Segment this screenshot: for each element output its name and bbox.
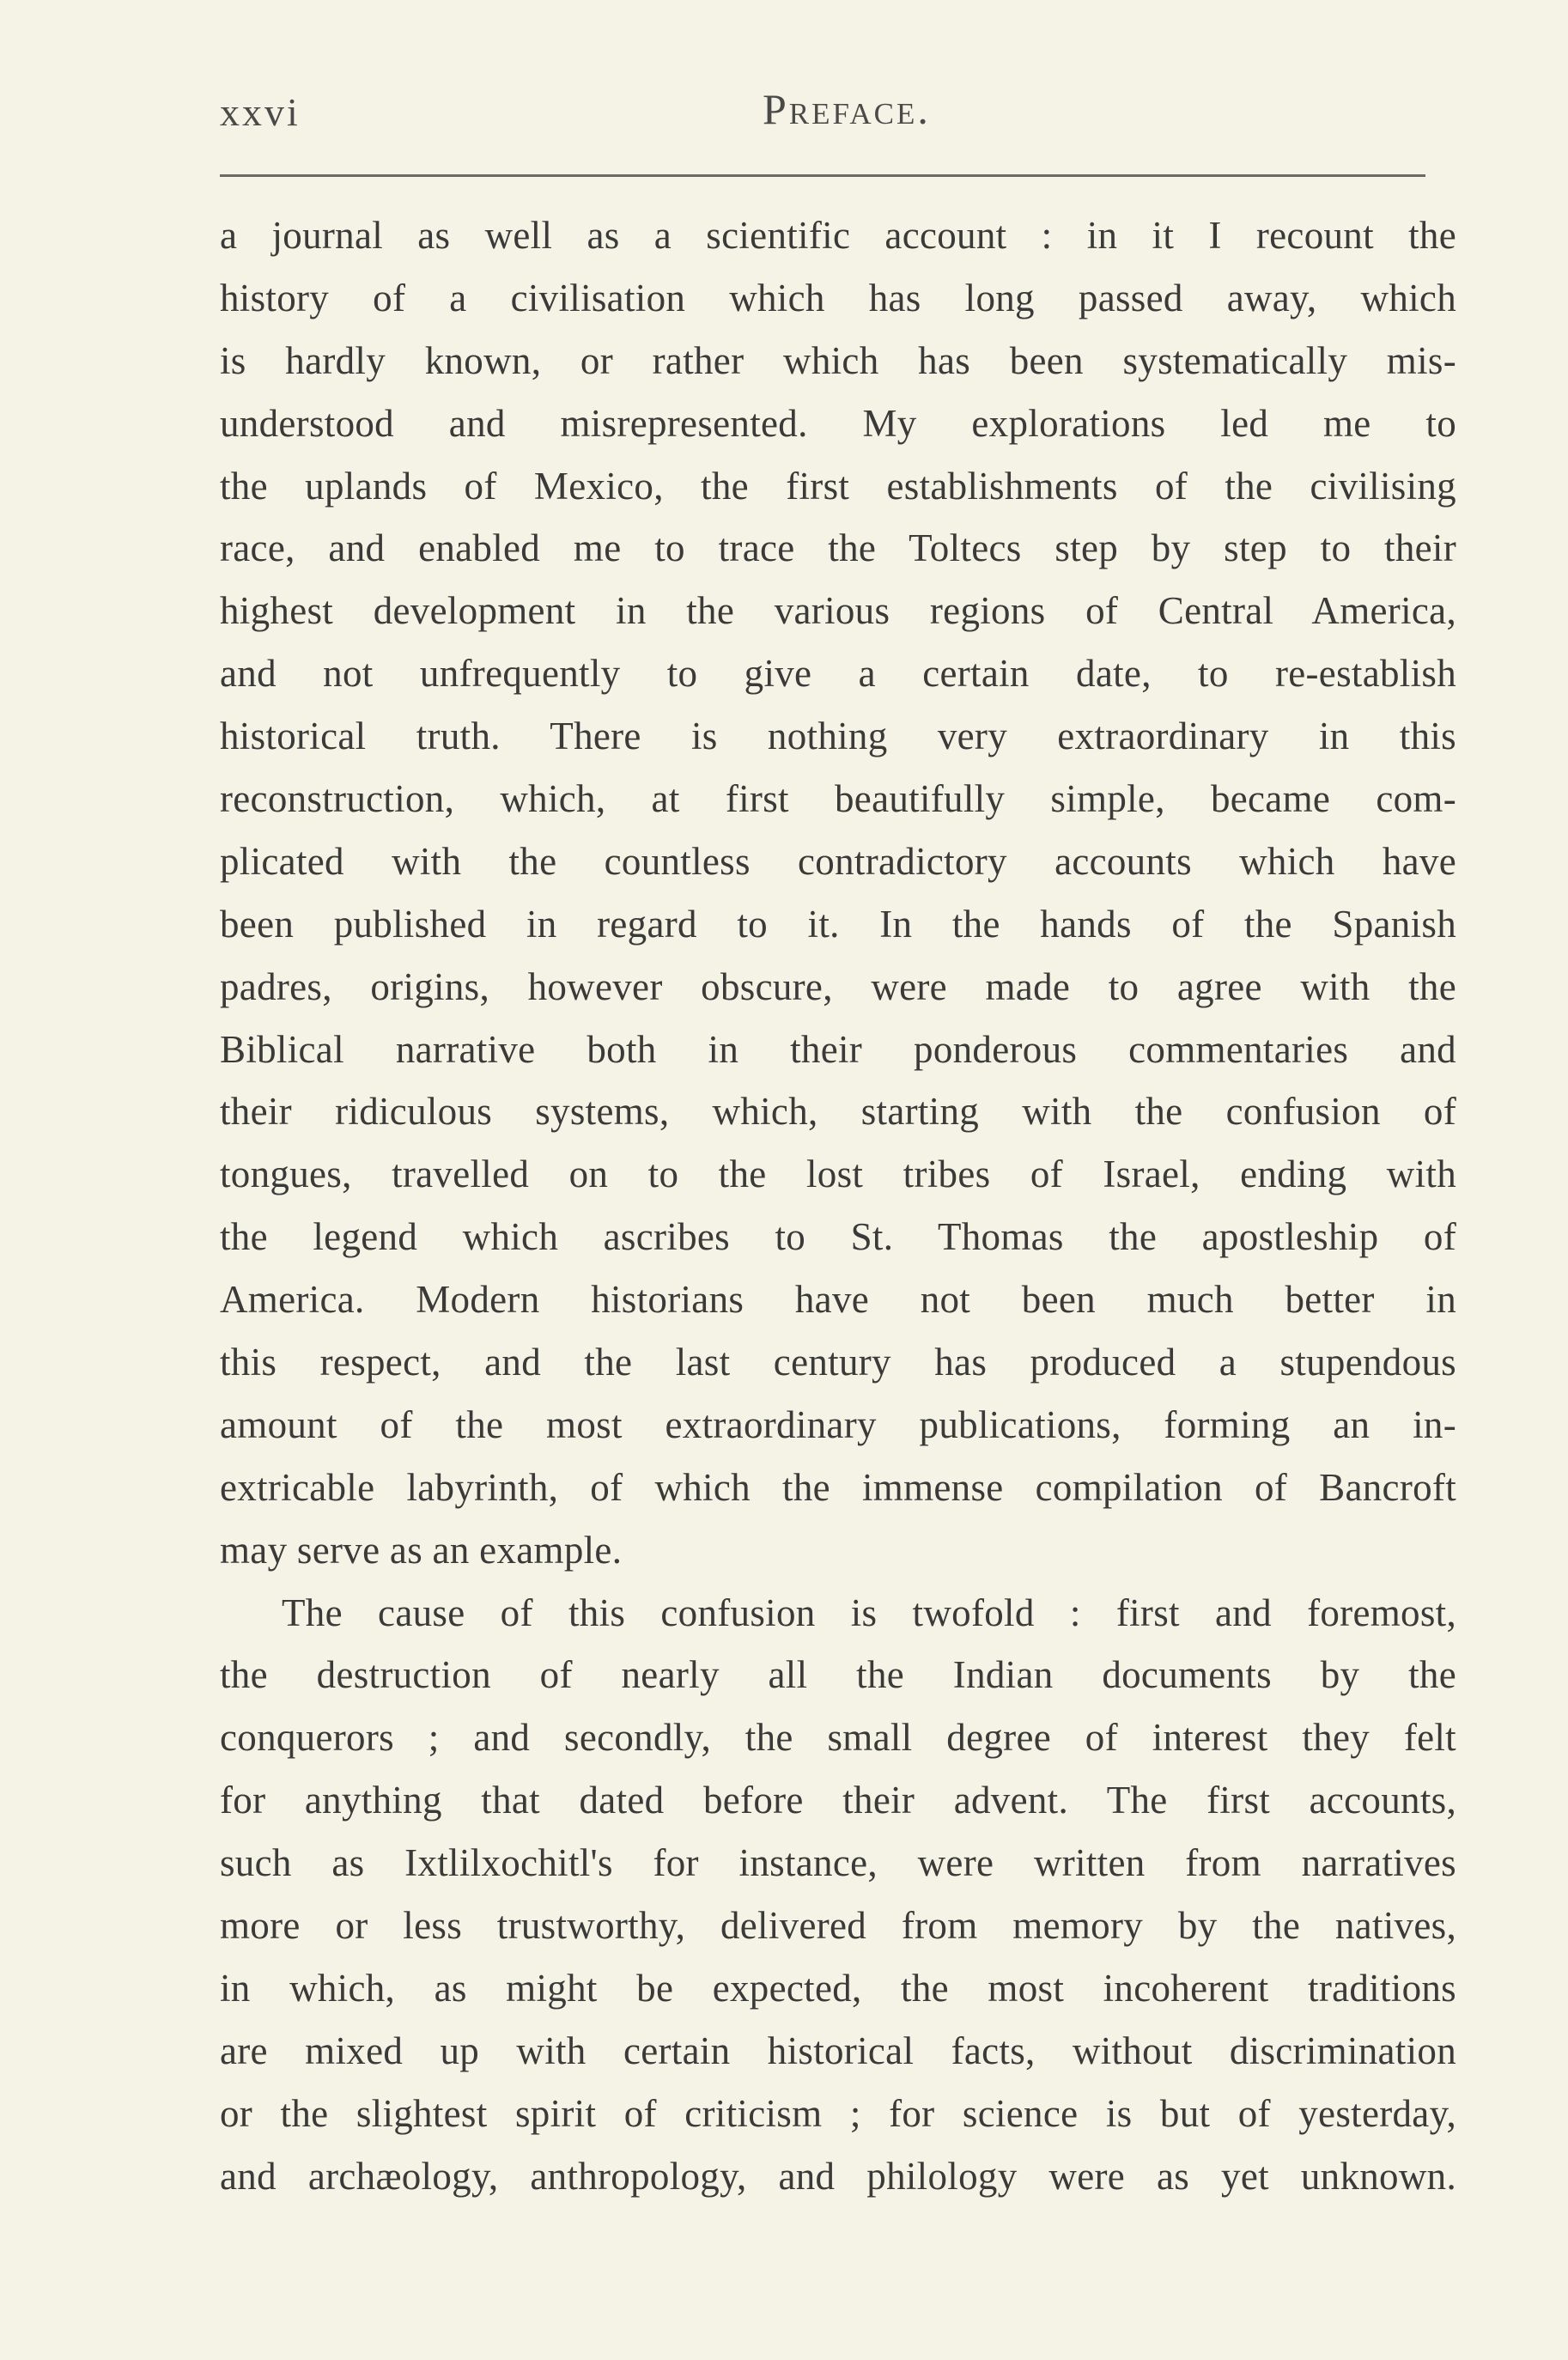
text-line: understood and misrepresented. My explorations led me to (220, 401, 1456, 445)
text-line: America. Modern historians have not been much better in (220, 1278, 1456, 1322)
text-line: and not unfrequently to give a certain date, to re-establish (220, 652, 1456, 696)
paragraph-end-line: may serve as an example. (220, 1528, 623, 1572)
text-line: Biblical narrative both in their ponderous commentaries and (220, 1027, 1456, 1071)
text-line: are mixed up with certain historical facts, without discrimination (220, 2029, 1456, 2072)
text-line: padres, origins, however obscure, were made to agree with the (220, 964, 1456, 1008)
text-line: extricable labyrinth, of which the immense compilation of Bancroft (220, 1465, 1456, 1509)
text-line: historical truth. There is nothing very extraordinary in this (220, 715, 1456, 758)
text-line: a journal as well as a scientific account : in it I recount the (220, 214, 1456, 257)
text-line: plicated with the countless contradictory accounts which have (220, 839, 1456, 883)
text-line: or the slightest spirit of criticism ; for science is but of yesterday, (220, 2091, 1456, 2135)
text-line: history of a civilisation which has long passed away, which (220, 276, 1456, 319)
paragraph-start-line: The cause of this confusion is twofold : first and foremost, (282, 1591, 1456, 1634)
text-line: the uplands of Mexico, the first establishments of the civilising (220, 464, 1456, 508)
text-line: in which, as might be expected, the most incoherent traditions (220, 1966, 1456, 2010)
text-line: tongues, travelled on to the lost tribes of Israel, ending with (220, 1153, 1456, 1196)
text-line: been published in regard to it. In the hands of the Spanish (220, 902, 1456, 946)
running-head: Preface. (763, 85, 931, 133)
text-line: for anything that dated before their advent. The first accounts, (220, 1779, 1456, 1822)
text-line: this respect, and the last century has produced a stupendous (220, 1341, 1456, 1384)
text-line: conquerors ; and secondly, the small degree of interest they felt (220, 1716, 1456, 1760)
text-line: their ridiculous systems, which, starting with the confusion of (220, 1090, 1456, 1134)
body-text (220, 204, 1456, 2208)
page-number: xxvi (220, 90, 301, 134)
text-line: is hardly known, or rather which has been systematically mis- (220, 338, 1456, 382)
text-line: amount of the most extraordinary publications, forming an in- (220, 1402, 1456, 1446)
text-line: highest development in the various regions of Central America, (220, 589, 1456, 633)
text-line: and archæology, anthropology, and philology were as yet unknown. (220, 2154, 1456, 2198)
text-line: such as Ixtlilxochitl's for instance, were written from narratives (220, 1841, 1456, 1885)
text-line: the legend which ascribes to St. Thomas the apostleship of (220, 1215, 1456, 1259)
header-rule (220, 174, 1425, 177)
text-line: the destruction of nearly all the Indian documents by the (220, 1653, 1456, 1697)
text-line: more or less trustworthy, delivered from memory by the natives, (220, 1904, 1456, 1948)
text-line: reconstruction, which, at first beautifully simple, became com- (220, 777, 1456, 821)
text-line: race, and enabled me to trace the Toltecs step by step to their (220, 526, 1456, 570)
